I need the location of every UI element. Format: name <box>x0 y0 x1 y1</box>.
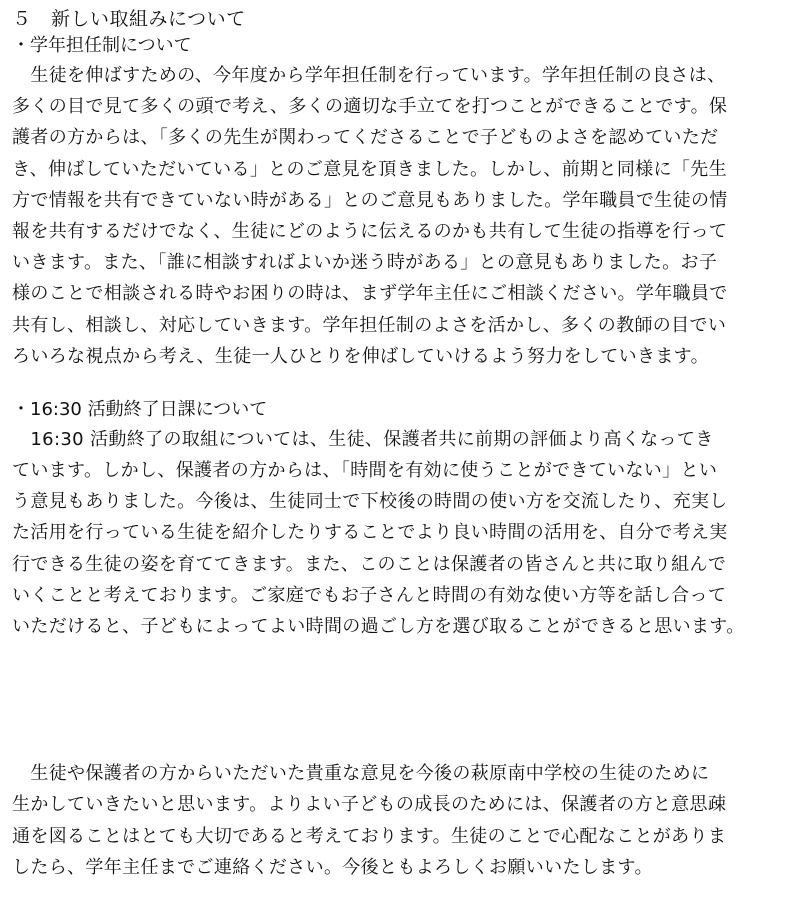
paragraph-line: き、伸ばしていただいている」とのご意見を頂きました。しかし、前期と同様に「先生 <box>12 158 727 180</box>
paragraph-line: 行できる生徒の姿を育ててきます。また、このことは保護者の皆さんと共に取り組んで <box>12 553 727 575</box>
homeroom-body <box>12 60 786 372</box>
paragraph-line: う意見もありました。今後は、生徒同士で下校後の時間の使い方を交流したり、充実し <box>12 491 728 513</box>
paragraph-line: 通を図ることはとても大切であると考えております。生徒のことで心配なことがありま <box>12 825 727 847</box>
activity-body <box>12 424 786 642</box>
paragraph-line: 護者の方からは、「多くの先生が関わってくださることで子どものよさを認めていただ <box>12 127 719 149</box>
paragraph-line: いきます。また、「誰に相談すればよいか迷う時がある」との意見もありました。お子 <box>12 252 718 274</box>
paragraph-line: 様のことで相談される時やお困りの時は、まず学年主任にご相談ください。学年職員で <box>12 283 728 305</box>
paragraph-line: 共有し、相談し、対応していきます。学年担任制のよさを活かし、多くの教師の目でい <box>12 314 727 336</box>
paragraph-line: 多くの目で見て多くの頭で考え、多くの適切な手立てを打つことができることです。保 <box>12 96 728 118</box>
paragraph-line: た活用を行っている生徒を紹介したりすることでより良い時間の活用を、自分で考え実 <box>12 522 728 544</box>
paragraph-line: ています。しかし、保護者の方からは、「時間を有効に使うことができていない」とい <box>12 460 718 482</box>
paragraph-line: 報を共有するだけでなく、生徒にどのように伝えるのかも共有して生徒の指導を行って <box>12 220 728 242</box>
paragraph-line: 16:30 活動終了の取組については、生徒、保護者共に前期の評価より高くなってき <box>12 428 714 450</box>
closing-section <box>12 758 786 883</box>
paragraph-line: 生かしていきたいと思います。よりよい子どもの成長のためには、保護者の方と意思疎 <box>12 794 727 816</box>
paragraph-line: いただけると、子どもによってよい時間の過ごし方を選び取ることができると思います。 <box>12 616 745 637</box>
paragraph-line: 方で情報を共有できていない時がある」とのご意見もありました。学年職員で生徒の情 <box>12 189 728 211</box>
paragraph-line: ろいろな視点から考え、生徒一人ひとりを伸ばしていけるよう努力をしていきます。 <box>12 345 709 367</box>
paragraph-line: 生徒を伸ばすための、今年度から学年担任制を行っています。学年担任制の良さは、 <box>12 65 726 86</box>
activity-heading: ・16:30 活動終了日課について <box>12 398 268 420</box>
homeroom-section <box>12 32 786 372</box>
paragraph-line: 生徒や保護者の方からいただいた貴重な意見を今後の萩原南中学校の生徒のために <box>12 763 710 785</box>
spacer <box>12 642 786 758</box>
spacer <box>12 372 786 396</box>
section-title: ５ 新しい取組みについて <box>12 8 246 30</box>
paragraph-line: したら、学年主任までご連絡ください。今後ともよろしくお願いいたします。 <box>12 856 653 878</box>
homeroom-heading: ・学年担任制について <box>12 35 192 56</box>
activity-section <box>12 396 786 642</box>
paragraph-line: いくことと考えております。ご家庭でもお子さんと時間の有効な使い方等を話し合って <box>12 584 727 606</box>
